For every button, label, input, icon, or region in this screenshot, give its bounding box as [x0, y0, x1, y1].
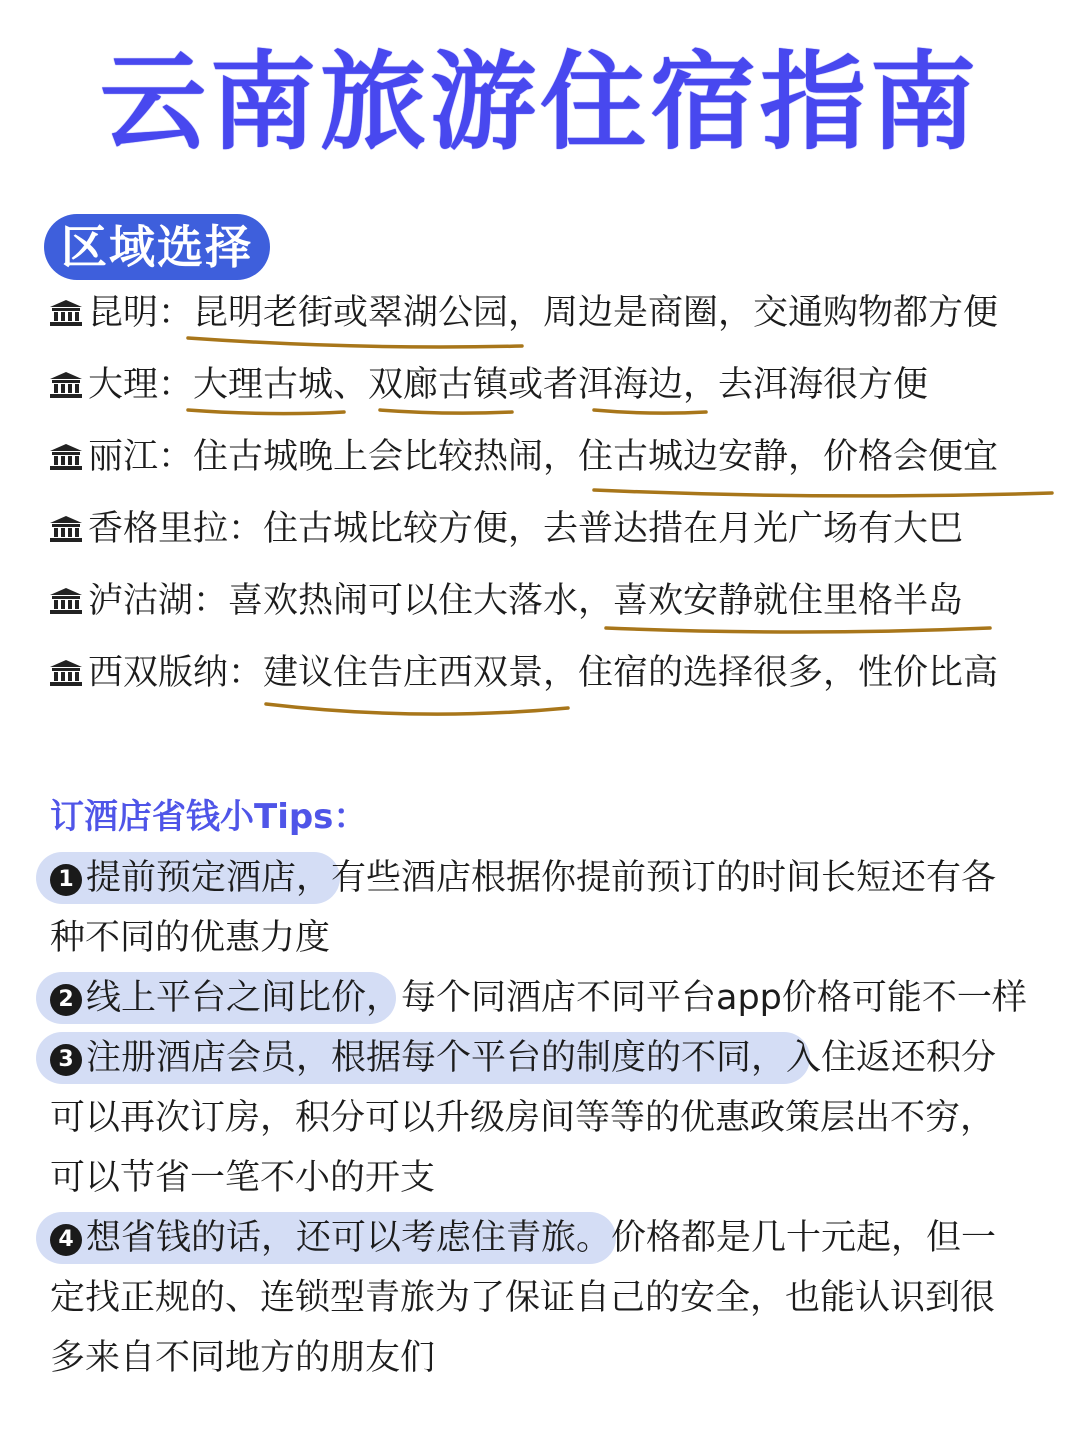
region-line-dali — [48, 360, 928, 410]
tip-1-line-2: 种不同的优惠力度 — [50, 918, 331, 958]
tip-4-line-3: 多来自不同地方的朋友们 — [50, 1338, 436, 1378]
region-text: 大理古城、双廊古镇或者洱海边，去洱海很方便 — [193, 365, 929, 405]
tips-heading: 订酒店省钱小Tips： — [50, 797, 368, 837]
region-text: 住古城比较方便，去普达措在月光广场有大巴 — [263, 509, 964, 549]
page-title: 云南旅游住宿指南 — [100, 41, 980, 164]
tip-text: 有些酒店根据你提前预订的时间长短还有各 — [331, 858, 997, 898]
tip-3-line-2: 可以再次订房，积分可以升级房间等等的优惠政策层出不穷， — [50, 1098, 996, 1138]
region-text: 住古城晚上会比较热闹，住古城边安静，价格会便宜 — [193, 437, 999, 477]
region-line-lugu-lake — [48, 576, 963, 626]
tip-highlight: 提前预定酒店， — [86, 858, 332, 898]
region-name: 昆明： — [88, 293, 194, 333]
tip-text: 价格都是几十元起，但一 — [611, 1218, 997, 1258]
region-line-shangrila — [48, 504, 963, 554]
region-line-xishuangbanna — [48, 648, 998, 698]
tip-highlight: 想省钱的话，还可以考虑住青旅。 — [86, 1218, 612, 1258]
tip-text: 入住返还积分 — [786, 1038, 997, 1078]
tip-3-line-1 — [50, 1028, 996, 1088]
region-name: 丽江： — [88, 437, 194, 477]
building-icon — [48, 370, 84, 400]
underline-dali-2 — [380, 410, 512, 413]
number-badge: 3 — [50, 1044, 82, 1076]
region-text: 建议住告庄西双景，住宿的选择很多，性价比高 — [263, 653, 999, 693]
underline-lijiang — [594, 490, 1052, 496]
tip-highlight: 注册酒店会员，根据每个平台的制度的不同， — [86, 1038, 787, 1078]
number-badge: 1 — [50, 864, 82, 896]
building-icon — [48, 298, 84, 328]
region-name: 西双版纳： — [88, 653, 264, 693]
tip-highlight: 线上平台之间比价， — [86, 978, 402, 1018]
region-text: 昆明老街或翠湖公园，周边是商圈，交通购物都方便 — [193, 293, 999, 333]
region-name: 香格里拉： — [88, 509, 264, 549]
tip-3-line-3: 可以节省一笔不小的开支 — [50, 1158, 436, 1198]
underline-xishuangbanna — [266, 704, 568, 714]
number-badge: 2 — [50, 984, 82, 1016]
tip-2-line-1 — [50, 968, 1027, 1028]
region-line-lijiang — [48, 432, 998, 482]
number-badge: 4 — [50, 1224, 82, 1256]
tip-4-line-1 — [50, 1208, 996, 1268]
underline-kunming — [188, 338, 522, 347]
region-line-kunming — [48, 288, 998, 338]
building-icon — [48, 586, 84, 616]
tip-text: 每个同酒店不同平台app价格可能不一样 — [401, 978, 1027, 1018]
region-text: 喜欢热闹可以住大落水，喜欢安静就住里格半岛 — [228, 581, 964, 621]
region-name: 大理： — [88, 365, 194, 405]
underline-lugu — [606, 628, 990, 632]
section-badge-region: 区域选择 — [44, 214, 270, 280]
building-icon — [48, 658, 84, 688]
region-name: 泸沽湖： — [88, 581, 229, 621]
tip-1-line-1 — [50, 848, 996, 908]
building-icon — [48, 442, 84, 472]
underline-dali-3 — [594, 410, 706, 413]
tip-4-line-2: 定找正规的、连锁型青旅为了保证自己的安全，也能认识到很 — [50, 1278, 996, 1318]
underline-dali-1 — [188, 410, 344, 414]
building-icon — [48, 514, 84, 544]
